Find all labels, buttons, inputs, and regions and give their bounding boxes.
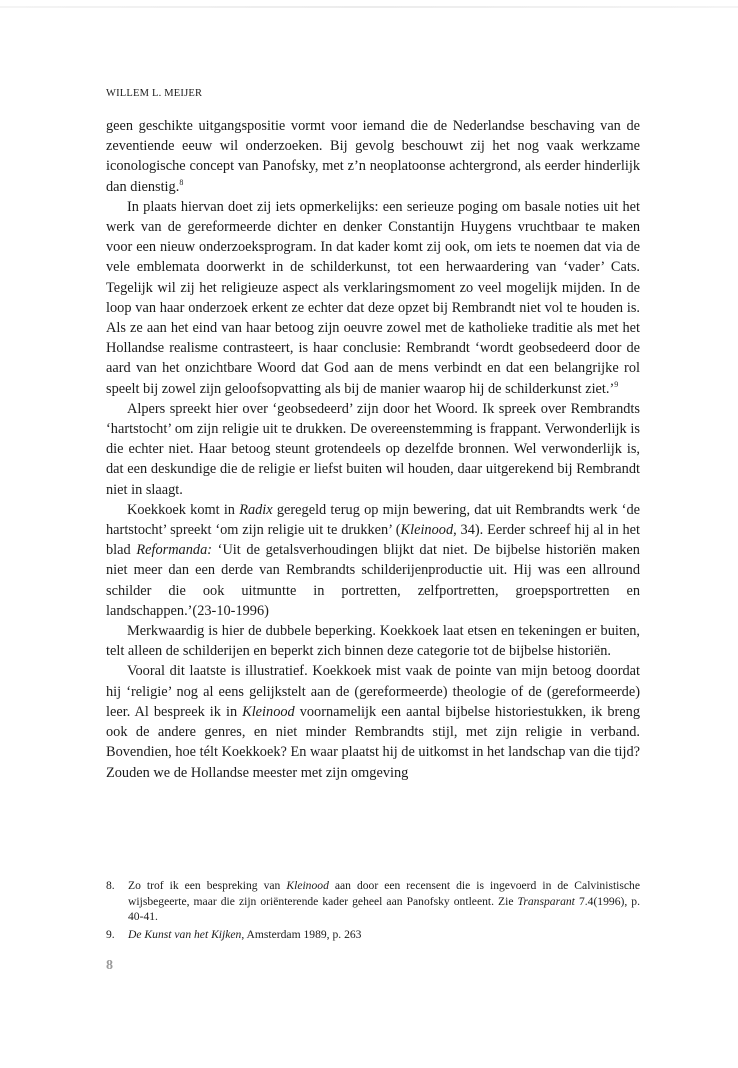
footnote-number: 8. — [106, 879, 115, 892]
footnote-ref-9: 9 — [614, 379, 619, 389]
title-reformanda: Reformanda: — [136, 542, 213, 559]
footnote-number: 9. — [106, 927, 115, 941]
paragraph-5: Merkwaardig is hier de dubbele beperking. Koekkoek laat etsen en tekeningen er buiten, telt alleen de schilderijen en beperkt zich binnen deze categorie tot de bijbelse historiën. — [106, 623, 640, 660]
paragraph-3: Alpers spreekt hier over ‘geobsedeerd’ zijn door het Woord. Ik spreek over Rembrandts ‘hartstocht’ om zijn religie uit te drukken. De overeenstemming is frappant. Verwonderlijk is die echter niet. Haar betoog steunt grotendeels op dezelfde bronnen. Wel verwonderlijk is, dat een deskundige die de religie er liefst buiten wil houden, daar uitgerekend bij Rembrandt niet in slaagt. — [106, 400, 640, 498]
title-kleinood: Kleinood — [242, 703, 295, 720]
title-radix: Radix — [239, 501, 273, 518]
page-number: 8 — [106, 958, 113, 973]
footnote-9 — [106, 927, 640, 943]
scan-edge-line — [0, 6, 738, 8]
footnote-8 — [106, 878, 640, 925]
running-head: WILLEM L. MEIJER — [106, 88, 203, 99]
paragraph-6: Vooral dit laatste is illustratief. Koekkoek mist vaak de pointe van mijn betoog doordat hij ‘religie’ nog al eens gelijkstelt aan de (gereformeerde) theologie of de (gereformeerde) leer. Al bespreek ik in Kleinood voornamelijk een aantal bijbelse historiestukken, ik breng ook de andere genres, en niet minder Rembrandts stijl, met zijn religie in verband. Bovendien, hoe télt Koekkoek? En waar plaatst hij de uitkomst in het landschap van die tijd? Zouden we de Hollandse meester met zijn omgeving — [106, 663, 640, 781]
footnotes — [106, 878, 640, 944]
paragraph-1: geen geschikte uitgangspositie vormt voor iemand die de Nederlandse beschaving van de zeventiende eeuw wil onderzoeken. Bij gevolg beschouwt zij het nog vaak werkzame iconologische concept van Panofsky, met z’n neoplatoonse achtergrond, als eerder hinderlijk dan dienstig.$^8$ — [106, 118, 640, 195]
footnote-text: Zo trof ik een bespreking van Kleinood aan door een recensent die is ingevoerd in de Calvinistische wijsbegeerte, maar die zijn oriënterende kader geheel aan Panofsky ontleent. Zie Transparant 7.4(1996), p. 40-41. — [128, 879, 640, 923]
paragraph-4: Koekkoek komt in Radix geregeld terug op mijn bewering, dat uit Rembrandts werk ‘de hartstocht’ spreekt ‘om zijn religie uit te drukken’ (Kleinood, 34). Eerder schreef hij al in het blad Reformanda: ‘Uit de getalsverhoudingen blijkt dat niet. De bijbelse historiën maken niet meer dan een derde van Rembrandts schilderijenproductie uit. Hij was een allround schilder die ook uitmuntte in portretten, zelfportretten, groepsportretten en landschappen.’(23-10-1996) — [106, 501, 641, 619]
title-kleinood: Kleinood — [400, 522, 454, 539]
paragraph-2: In plaats hiervan doet zij iets opmerkelijks: een serieuze poging om basale noties uit het werk van de gereformeerde dichter en denker Constantijn Huygens vruchtbaar te maken voor een nieuw onderzoeksprogram. In dat kader komt zij ook, om iets te noemen dat via de vele emblemata doorwerkt in de schilderkunst, tot een herwaardering van ‘vader’ Cats. Tegelijk wil zij het religieuze aspect als verklaringsmoment zo veel mogelijk mijden. In de loop van haar onderzoek erkent ze echter dat deze opzet bij Rembrandt niet vol te houden is. Als ze aan het eind van haar betoog zijn oeuvre zowel met de katholieke traditie als met het Hollandse realisme contrasteert, is haar conclusie: Rembrandt ‘wordt geobsedeerd door de aard van het onzichtbare Woord dat God aan de mens verbindt en dat een belangrijke rol speelt bij zowel zijn geloofsopvatting als bij de manier waarop hij de schilderkunst ziet.’$^9$ — [106, 198, 640, 397]
footnote-text: De Kunst van het Kijken, Amsterdam 1989, p. 263 — [128, 927, 362, 941]
footnote-ref-8: 8 — [179, 177, 184, 187]
body-text — [106, 116, 640, 783]
